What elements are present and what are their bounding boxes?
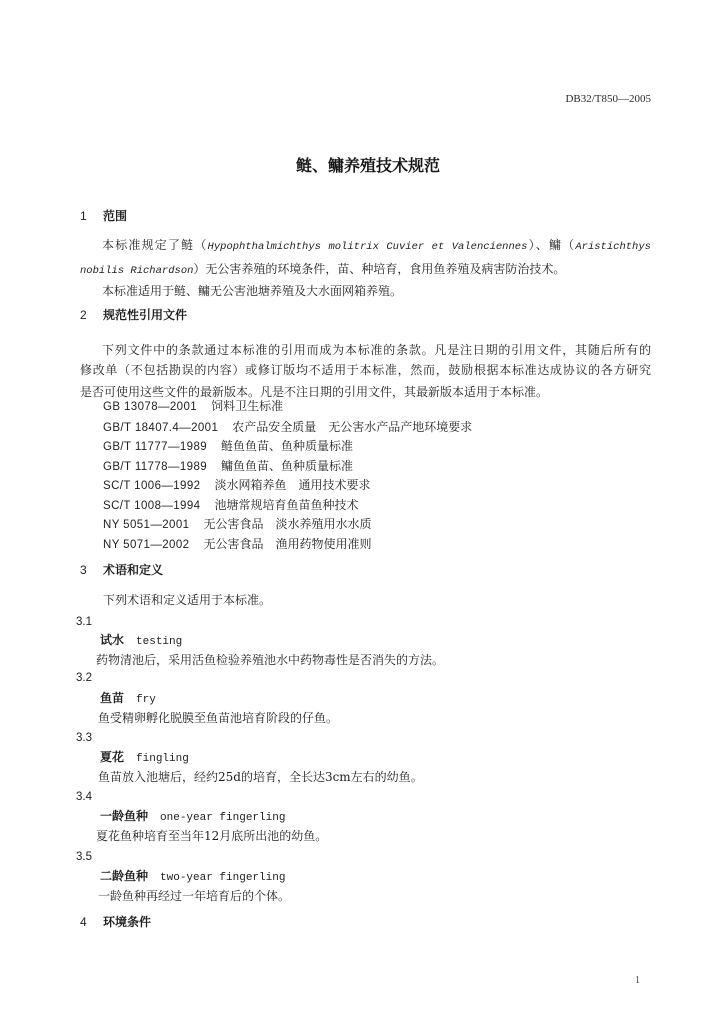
reference-code: NY 5071—2002 (103, 539, 190, 551)
reference-item (103, 536, 371, 553)
section-3-heading (80, 562, 163, 578)
clause-number: 3.1 (76, 616, 92, 628)
reference-code: GB/T 18407.4—2001 (103, 422, 219, 434)
clause-number: 3.2 (76, 672, 92, 684)
reference-item (103, 458, 353, 475)
reference-item (103, 477, 370, 494)
reference-title: 农产品安全质量 无公害水产品产地环境要求 (232, 420, 473, 434)
term-heading (100, 690, 156, 708)
term-chinese: 试水 (100, 633, 125, 647)
section-4-heading (80, 914, 151, 930)
section-title: 规范性引用文件 (103, 308, 188, 322)
section-title: 环境条件 (103, 915, 152, 929)
scope-text: ）无公害养殖的环境条件，苗、种培育，食用鱼养殖及病害防治技术。 (193, 262, 566, 276)
standard-code: DB32/T850—2005 (565, 93, 651, 105)
term-definition: 夏花鱼种培育至当年12月底所出池的幼鱼。 (96, 829, 328, 843)
term-english: fry (136, 694, 156, 706)
term-heading (100, 749, 189, 767)
reference-code: GB/T 11778—1989 (103, 461, 208, 473)
term-chinese: 二龄鱼种 (100, 869, 149, 883)
reference-item (103, 497, 358, 514)
scope-paragraph-line-2 (80, 261, 565, 279)
document-title: 鲢、鳙养殖技术规范 (295, 156, 440, 175)
reference-title: 鳙鱼鱼苗、鱼种质量标准 (221, 459, 354, 473)
reference-code: NY 5051—2001 (103, 519, 190, 531)
term-english: two-year fingerling (160, 872, 286, 884)
reference-title: 淡水网箱养鱼 通用技术要求 (214, 478, 371, 492)
section-2-heading (80, 307, 187, 323)
term-english: one-year fingerling (160, 812, 286, 824)
term-heading (100, 632, 182, 650)
term-chinese: 夏花 (100, 750, 125, 764)
reference-code: SC/T 1006—1992 (103, 480, 201, 492)
scope-applicability: 本标准适用于鲢、鳙无公害池塘养殖及大水面网箱养殖。 (102, 284, 403, 298)
scope-paragraph-line-1 (102, 237, 651, 255)
reference-code: GB/T 11777—1989 (103, 441, 208, 453)
references-intro-line-2: 修改单（不包括勘误的内容）或修订版均不适用于本标准，然而，鼓励根据本标准达成协议的各方研究 (80, 363, 651, 377)
species-latin-name: Hypophthalmichthys molitrix Cuvier et Valenciennes (207, 241, 528, 253)
terms-intro: 下列术语和定义适用于本标准。 (103, 593, 272, 607)
reference-title: 无公害食品 淡水养殖用水水质 (203, 517, 372, 531)
references-intro-line-1: 下列文件中的条款通过本标准的引用而成为本标准的条款。凡是注日期的引用文件，其随后所有的 (102, 343, 651, 357)
clause-number: 3.5 (76, 851, 92, 863)
reference-title: 鲢鱼鱼苗、鱼种质量标准 (221, 439, 354, 453)
term-chinese: 鱼苗 (100, 691, 125, 705)
section-title: 术语和定义 (103, 563, 164, 577)
reference-title: 池塘常规培育鱼苗鱼种技术 (214, 498, 359, 512)
term-definition: 一龄鱼种再经过一年培育后的个体。 (98, 889, 291, 903)
section-number: 4 (80, 915, 87, 929)
reference-code: GB 13078—2001 (103, 401, 198, 413)
reference-item (103, 516, 371, 533)
reference-title: 饲料卫生标准 (211, 399, 284, 413)
term-definition: 鱼受精卵孵化脱膜至鱼苗池培育阶段的仔鱼。 (98, 711, 339, 725)
term-english: testing (136, 636, 183, 648)
scope-text: ）、鳙（ (527, 238, 576, 252)
term-heading (100, 868, 285, 886)
section-number: 1 (80, 209, 87, 223)
reference-item (103, 398, 283, 415)
species-latin-name: Aristichthys (575, 241, 651, 253)
reference-item (103, 419, 472, 436)
scope-text: 本标准规定了鲢（ (102, 238, 208, 252)
page-number: 1 (635, 975, 640, 986)
reference-item (103, 438, 353, 455)
section-number: 3 (80, 563, 87, 577)
term-chinese: 一龄鱼种 (100, 809, 149, 823)
section-title: 范围 (103, 209, 128, 223)
clause-number: 3.4 (76, 791, 92, 803)
term-english: fingling (136, 753, 189, 765)
section-number: 2 (80, 308, 87, 322)
section-1-heading (80, 208, 127, 224)
reference-title: 无公害食品 渔用药物使用准则 (203, 537, 372, 551)
reference-code: SC/T 1008—1994 (103, 500, 201, 512)
species-latin-name: nobilis Richardson (80, 265, 194, 277)
term-heading (100, 808, 285, 826)
clause-number: 3.3 (76, 732, 92, 744)
references-intro-line-3: 是否可使用这些文件的最新版本。凡是不注日期的引用文件，其最新版本适用于本标准。 (80, 385, 549, 399)
term-definition: 药物清池后，采用活鱼检验养殖池水中药物毒性是否消失的方法。 (96, 653, 445, 667)
term-definition: 鱼苗放入池塘后，经约25d的培育，全长达3cm左右的幼鱼。 (98, 770, 423, 784)
